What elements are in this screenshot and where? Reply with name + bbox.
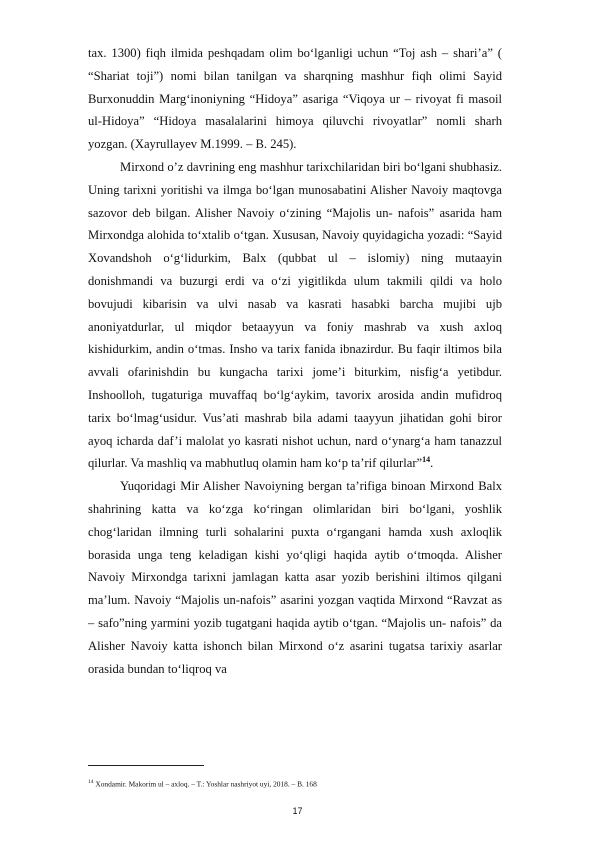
paragraph-2-end: . (430, 456, 434, 471)
footnote-number: 14 (88, 779, 94, 785)
footnote-reference[interactable]: 14 (422, 455, 431, 465)
body-text (88, 42, 502, 680)
footnote (88, 777, 502, 789)
paragraph-2 (88, 156, 502, 475)
paragraph-3: Yuqoridagi Mir Alisher Navoiyning bergan ta’rifiga binoan Mirxond Balx shahrining katta va ko‘zga ko‘ringan olimlaridan biri bo‘lgani, yoshlik chog‘laridan ilmning turli sohalarini puxta o‘rgangani hamda xush axloqlik borasida unga teng keladigan kishi yo‘qligi haqida aytib o‘tmoqda. Alisher Navoiy Mirxondga tarixni jamlagan katta asar yozib berishini iltimos qilgani ma’lum. Navoiy “Majolis un-nafois” asarini yozgan vaqtida Mirxond “Ravzat as – safo”ning yarmini yozib tugatgani haqida aytib o‘tgan. “Majolis un- nafois” da Alisher Navoiy katta ishonch bilan Mirxond o‘z asarini tugatsa tarixiy asarlar orasida bundan to‘liqroq va (88, 479, 502, 676)
footnote-divider (88, 765, 204, 766)
page-number: 17 (292, 806, 303, 816)
footnote-text: Xondamir. Makorim ul – axloq. – T.: Yoshlar nashriyot uyi, 2018. – B. 168 (95, 779, 317, 789)
paragraph-1: tax. 1300) fiqh ilmida peshqadam olim bo‘lganligi uchun “Toj ash – shari’a” ( “Shariat toji”) nomi bilan tanilgan va sharqning mashhur fiqh olimi Sayid Burxonuddin Marg‘inoniyning “Hidoya” asariga “Viqoya ur – rivoyat fi masoil ul-Hidoya” “Hidoya masalalarini himoya qiluvchi rivoyatlar” nomli sharh yozgan. (Xayrullayev M.1999. – B. 245). (88, 46, 502, 152)
paragraph-2-text: Mirxond o’z davrining eng mashhur tarixchilaridan biri bo‘lgani shubhasiz. Uning tarixni yoritishi va ilmga bo‘lgan munosabatini Alisher Navoiy maqtovga sazovor deb bilgan. Alisher Navoiy o‘zining “Majolis un- nafois” asarida ham Mirxondga alohida to‘xtalib o‘tgan. Xususan, Navoiy quyidagicha yozadi: “Sayid Xovandshoh o‘g‘lidurkim, Balx (qubbat ul – islomiy) ning mutaayin donishmandi va buzurgi erdi va o‘zi yigitlikda ulum takmili qildi va holo bovujudi kibarisin va ulvi nasab va kasrati hasabki barcha mujibi ujb anoniyatdurlar, ul miqdor betaayyun va foniy mashrab va xush axloq kishidurkim, andin o‘tmas. Insho va tarix fanida ibnazirdur. Bu faqir iltimos bila avvali ofarinishdin bu kungacha tarixi jome’i biturkim, nisfig‘a yetibdur. Inshoolloh, tugaturiga muvaffaq bo‘lg‘aykim, tavorix arosida andin mufidroq tarix bo‘lmag‘usidur. Vus’ati mashrab bila adami taayyun jihatidan gohi biror ayoq icharda daf’i malolat yo kasrati nishot uchun, nard o‘ynarg‘a ham tanazzul qilurlar. Va mashliq va mabhutluq olamin ham ko‘p ta’rif qilurlar” (88, 159, 502, 471)
